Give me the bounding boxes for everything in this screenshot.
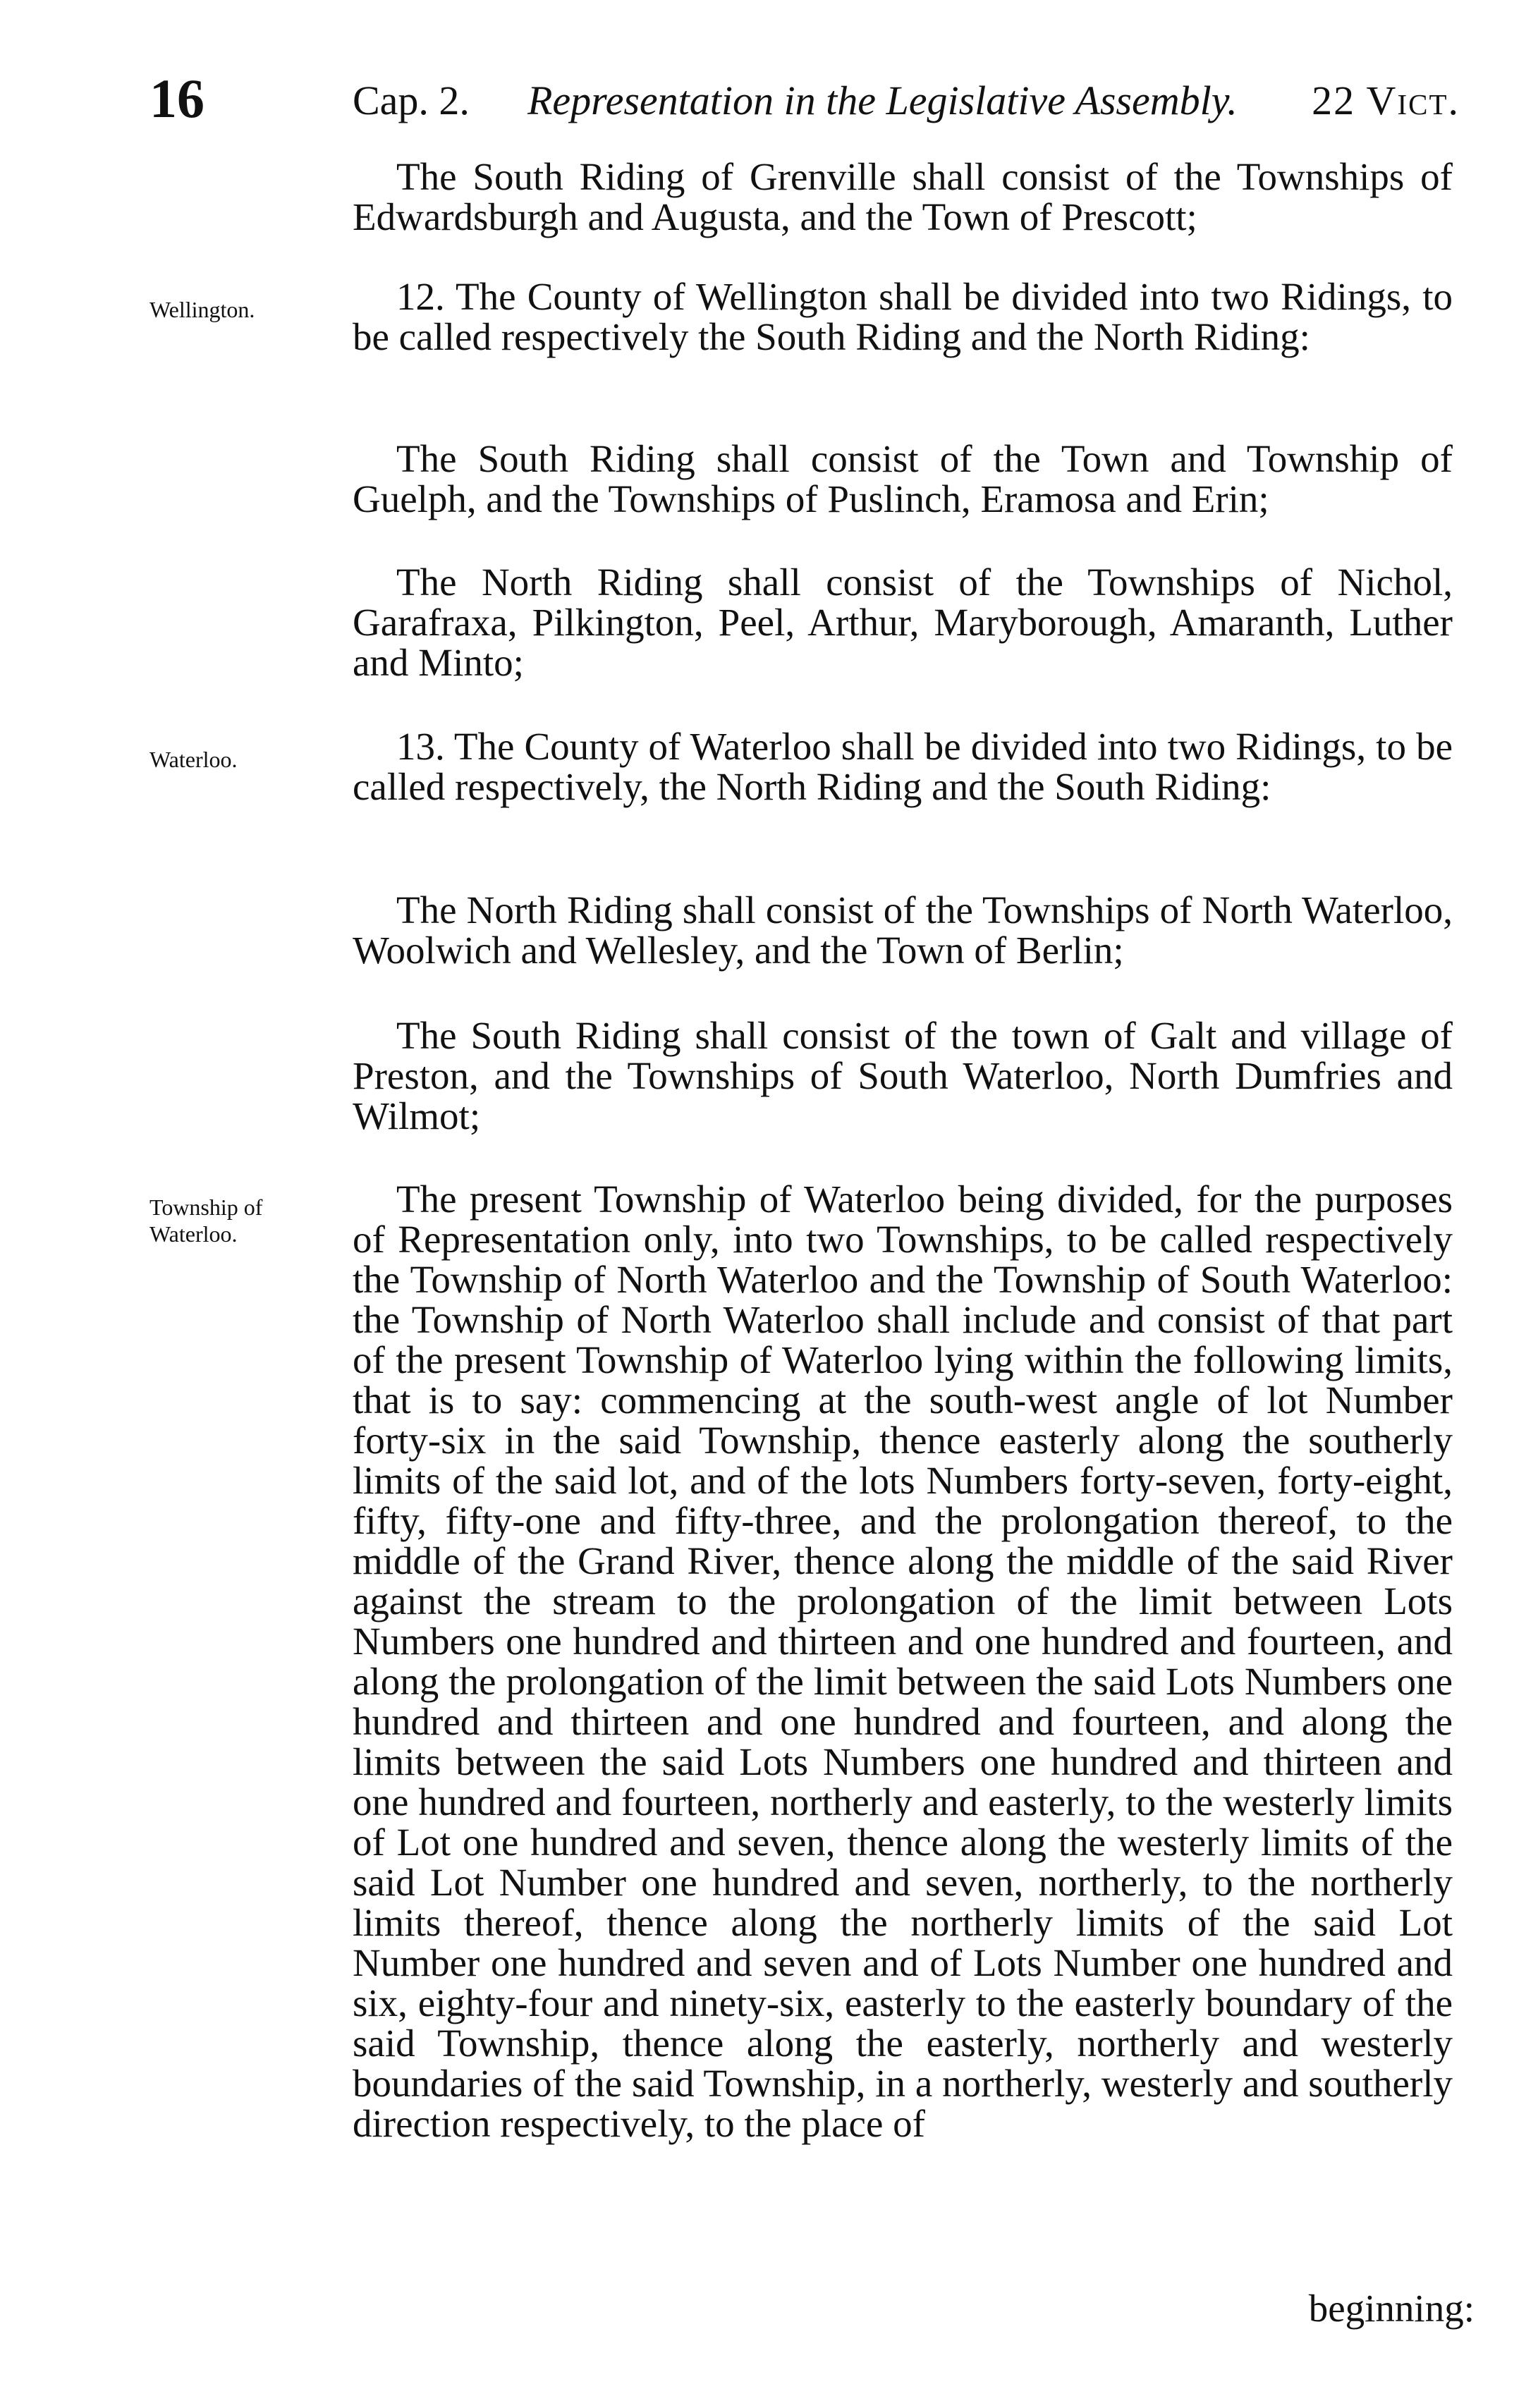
chapter-label: Cap. 2. bbox=[353, 78, 470, 123]
margin-note-waterloo: Waterloo. bbox=[149, 747, 238, 772]
section-13-waterloo: 13. The County of Waterloo shall be divided into two Ridings, to be called respectively, the North Riding and the South Riding: bbox=[353, 725, 1453, 808]
page-header bbox=[141, 67, 1467, 145]
paragraph-wellington-north-riding: The North Riding shall consist of the Townships of Nichol, Garafraxa, Pilkington, Peel, Arthur, Maryborough, Amaranth, Luther and Minto; bbox=[353, 561, 1453, 684]
paragraph-grenville-south-riding: The South Riding of Grenville shall consist of the Townships of Edwardsburgh and Augusta, and the Town of Prescott; bbox=[353, 155, 1453, 238]
paragraph-waterloo-south-riding: The South Riding shall consist of the town of Galt and village of Preston, and the Townships of South Waterloo, North Dumfries and Wilmot; bbox=[353, 1014, 1453, 1137]
section-12-wellington: 12. The County of Wellington shall be divided into two Ridings, to be called respectively the South Riding and the North Riding: bbox=[353, 275, 1453, 358]
paragraph-waterloo-north-riding: The North Riding shall consist of the Townships of North Waterloo, Woolwich and Wellesley, and the Town of Berlin; bbox=[353, 888, 1453, 972]
margin-note-wellington: Wellington. bbox=[149, 297, 255, 322]
regnal-year: 22 Vict. bbox=[1312, 78, 1460, 123]
paragraph-township-of-waterloo-limits: The present Township of Waterloo being divided, for the purposes of Representation only, into two Townships, to be called respectively the Township of North Waterloo and the Township of South Waterloo: the Township of North Waterloo shall include and consist of that part of the present Township of Waterloo lying within the following limits, that is to say: commencing at the south-west angle of lot Number forty-six in the said Township, thence easterly along the southerly limits of the said lot, and of the lots Numbers forty-seven, forty-eight, fifty, fifty-one and fifty-three, and the prolongation thereof, to the middle of the Grand River, thence along the middle of the said River against the stream to the prolongation of the limit between Lots Numbers one hundred and thirteen and one hundred and fourteen, and along the prolongation of the limit between the said Lots Numbers one hundred and thirteen and one hundred and fourteen, and along the limits between the said Lots Numbers one hundred and thirteen and one hundred and fourteen, northerly and easterly, to the westerly limits of Lot one hundred and seven, thence along the westerly limits of the said Lot Number one hundred and seven, northerly, to the northerly limits thereof, thence along the northerly limits of the said Lot Number one hundred and seven and of Lots Number one hundred and six, eighty-four and ninety-six, easterly to the easterly boundary of the said Township, thence along the easterly, northerly and westerly boundaries of the said Township, in a northerly, westerly and southerly direction respectively, to the place of bbox=[353, 1178, 1453, 2145]
catchword: beginning: bbox=[1308, 2287, 1475, 2330]
page-number: 16 bbox=[149, 68, 205, 129]
paragraph-wellington-south-riding: The South Riding shall consist of the Town and Township of Guelph, and the Townships of Puslinch, Eramosa and Erin; bbox=[353, 437, 1453, 520]
running-title: Representation in the Legislative Assembly. bbox=[527, 78, 1238, 123]
margin-note-township-of-waterloo: Township of Waterloo. bbox=[149, 1194, 263, 1247]
